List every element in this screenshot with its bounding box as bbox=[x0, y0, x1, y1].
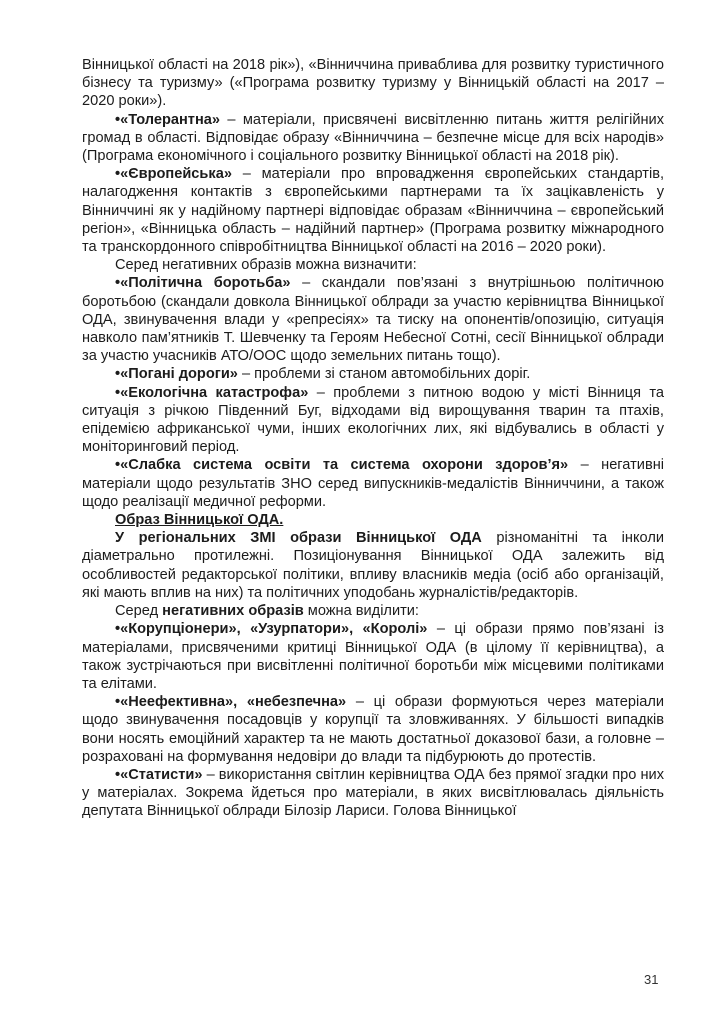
paragraph-oda-images bbox=[82, 529, 664, 602]
paragraph-text: – проблеми зі станом автомобільних доріг. bbox=[237, 366, 531, 383]
paragraph-text: можна виділити: bbox=[303, 603, 419, 620]
image-title-bold: •«Статисти» bbox=[115, 766, 203, 783]
paragraph-text: – ці образи формуються через матеріали щодо звинувачення посадовців у корупції та зловживаннях. У більшості випадків вони носять емоційний характер та не мають достатньої доказової бази, а головне – розраховані на формування недовіри до влади та підбурюють до протестів. bbox=[82, 694, 664, 765]
image-title-bold: •«Слабка система освіти та система охорони здоров’я» bbox=[115, 457, 569, 474]
paragraph-text: – ці образи прямо пов’язані із матеріалами, присвяченими критиці Вінницької ОДА (в цілому її керівництва), а також зустрічаються при висвітленні політичної боротьби між місцевими політиками та елітами. bbox=[82, 621, 664, 692]
image-title-bold: •«Корупціонери», «Узурпатори», «Королі» bbox=[115, 621, 428, 638]
paragraph-european bbox=[82, 165, 664, 256]
paragraph-text: – матеріали, присвячені висвітленню питань життя релігійних громад в області. Відповідає образу «Вінниччина – безпечне місце для всіх народів» (Програма економічного і соціального розвитку Вінницької області на 2018 рік). bbox=[82, 111, 664, 165]
image-title-bold: •«Неефективна», «небезпечна» bbox=[115, 694, 347, 711]
paragraph-text: – негативні матеріали щодо результатів ЗНО серед випускників-медалістів Вінниччини, а також щодо реалізації медичної реформи. bbox=[82, 457, 664, 510]
paragraph-political-struggle bbox=[82, 274, 664, 365]
image-title-bold: •«Толерантна» bbox=[115, 111, 221, 128]
paragraph-extras bbox=[82, 766, 664, 821]
image-title-bold: •«Екологічна катастрофа» bbox=[115, 384, 309, 401]
inline-bold: негативних образів bbox=[162, 603, 304, 620]
paragraph-education-health bbox=[82, 456, 664, 511]
paragraph-text: – матеріали про впровадження європейських стандартів, налагодження контактів з європейськими партнерами та їх зацікавленість у Вінниччині як у надійному партнері відповідає образам «Вінниччина – європейський регіон», «Вінницька область – надійний партнер» (Програма розвитку міжнародного та транскордонного співробітництва Вінницької області на 2016 – 2020 роки). bbox=[82, 166, 664, 256]
paragraph-bad-roads bbox=[82, 365, 664, 383]
paragraph-tolerant bbox=[82, 111, 664, 166]
page-number: 31 bbox=[644, 972, 659, 987]
paragraph-text: – проблеми з питною водою у місті Вінниця та ситуація з річкою Південний Буг, відходами від вирощування тварин та птахів, епідемією африканської чуми, інших екологічних лих, які відбувались в області у моніторинговий період. bbox=[82, 384, 664, 456]
lead-bold: У регіональних ЗМІ образи Вінницької ОДА bbox=[115, 530, 482, 547]
section-heading bbox=[82, 511, 664, 529]
paragraph-ecological bbox=[82, 384, 664, 457]
paragraph-tourism-continued bbox=[82, 56, 664, 111]
image-title-bold: •«Політична боротьба» bbox=[115, 275, 291, 292]
paragraph-text: Серед негативних образів можна визначити: bbox=[115, 257, 417, 274]
document-body bbox=[82, 56, 664, 821]
paragraph-text: – скандали пов’язані з внутрішньою політичною боротьбою (скандали довкола Вінницької облради за участю керівництва Вінницької ОДА, звинувачення влади у «репресіях» та тиску на опонентів/опозицію, ситуація навколо пам’ятників Т. Шевченку та Героям Небесної Сотні, сесії Вінницької облради за участю учасників АТО/ООС щодо земельних питань тощо). bbox=[82, 275, 664, 365]
paragraph-text: Серед bbox=[115, 603, 163, 620]
paragraph-corrupt bbox=[82, 620, 664, 693]
paragraph-negative-intro bbox=[82, 256, 664, 274]
section-heading-text: Образ Вінницької ОДА. bbox=[115, 512, 284, 529]
image-title-bold: •«Погані дороги» bbox=[115, 366, 238, 383]
paragraph-ineffective bbox=[82, 693, 664, 766]
paragraph-negative-oda-intro bbox=[82, 602, 664, 620]
paragraph-text: – використання світлин керівництва ОДА без прямої згадки про них у матеріалах. Зокрема йдеться про матеріали, в яких висвітлювалась діяльність депутата Вінницької облради Білозір Лариси. Голова Вінницької bbox=[82, 766, 664, 820]
paragraph-text: різноманітні та інколи діаметрально протилежні. Позиціонування Вінницької ОДА залежить від особливостей редакторської політики, впливу власників медіа (осіб або організацій, які мають вплив на них) та політичних уподобань журналістів/редакторів. bbox=[82, 530, 664, 601]
paragraph-text: Вінницької області на 2018 рік»), «Вінниччина приваблива для розвитку туристичного бізнесу та туризму» («Програма розвитку туризму у Вінницькій області на 2017 – 2020 роки»). bbox=[82, 57, 664, 110]
image-title-bold: •«Європейська» bbox=[115, 166, 232, 183]
